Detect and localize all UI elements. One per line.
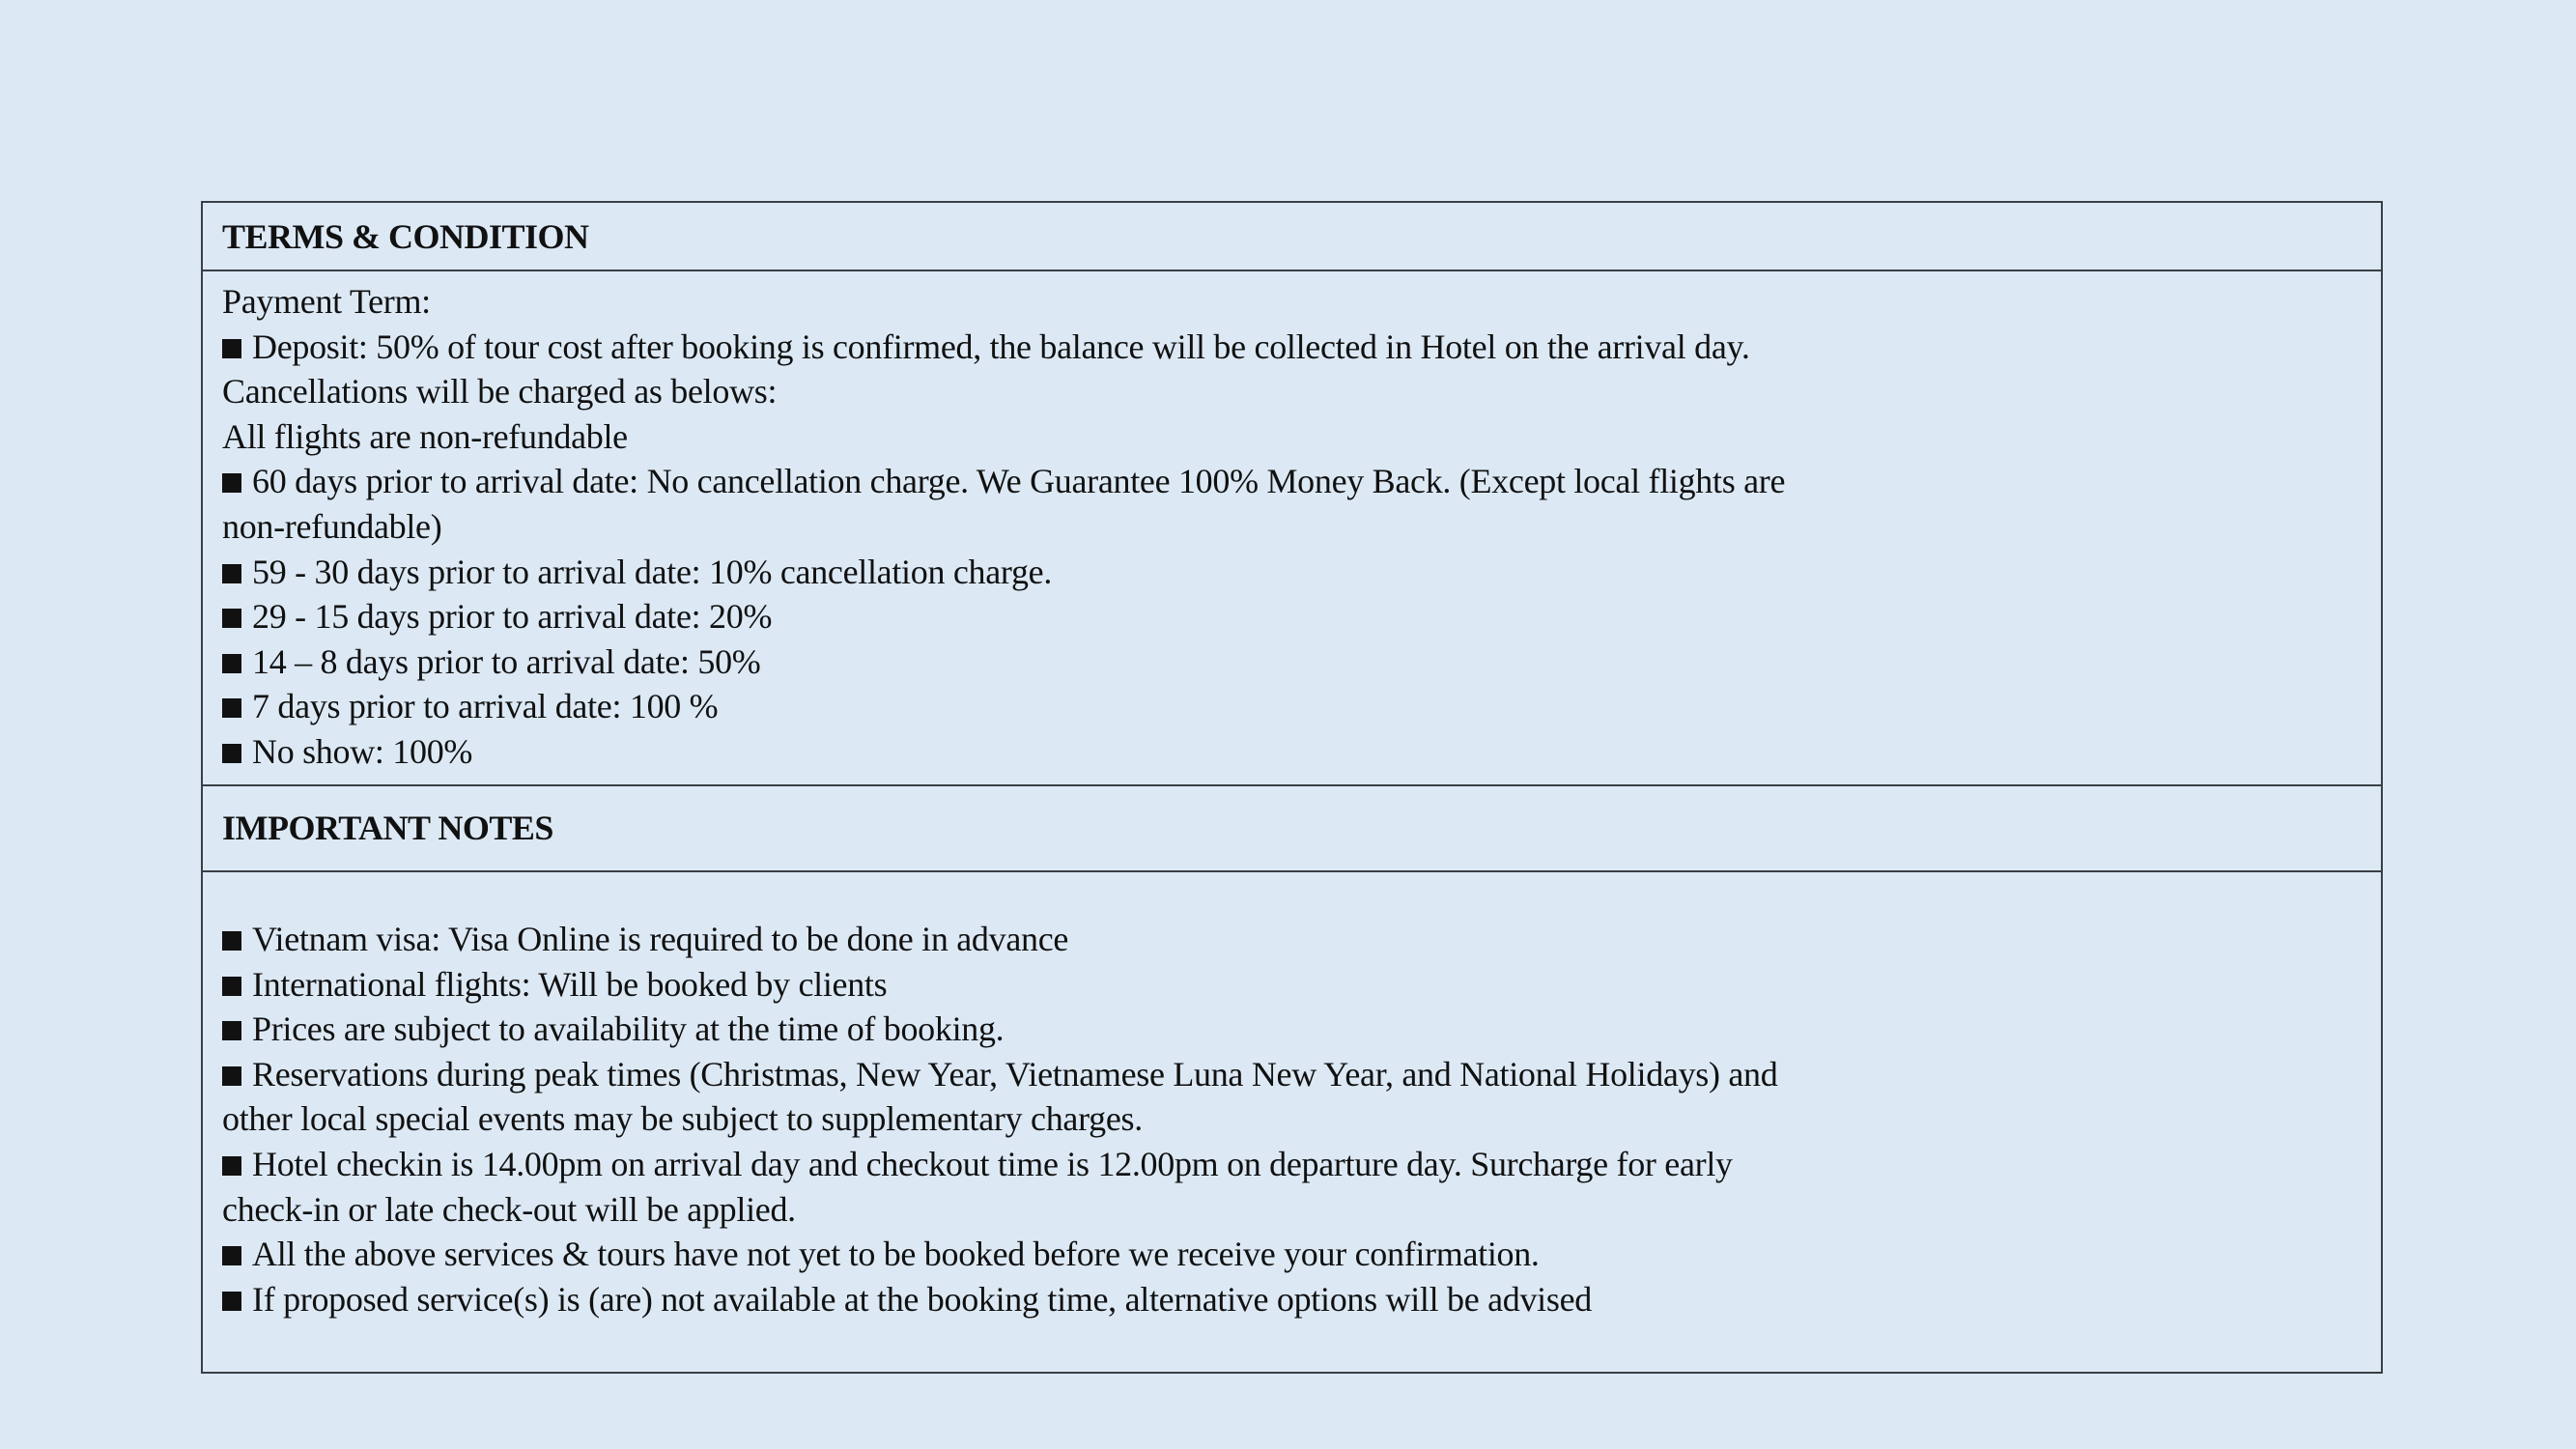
square-bullet-icon bbox=[222, 609, 241, 628]
notes-line-text: other local special events may be subject to supplementary charges. bbox=[222, 1099, 1143, 1139]
terms-line bbox=[222, 550, 2362, 595]
notes-title: IMPORTANT NOTES bbox=[222, 809, 553, 847]
terms-line-text: 7 days prior to arrival date: 100 % bbox=[252, 687, 719, 726]
notes-line bbox=[222, 1142, 2362, 1187]
terms-line bbox=[222, 639, 2362, 685]
notes-line bbox=[222, 962, 2362, 1008]
notes-line bbox=[222, 1007, 2362, 1052]
notes-line-text: check-in or late check-out will be applied. bbox=[222, 1189, 796, 1229]
terms-line-text: Deposit: 50% of tour cost after booking is confirmed, the balance will be collected in Hotel on the arrival day. bbox=[252, 327, 1750, 366]
terms-line bbox=[222, 414, 2362, 460]
terms-line-text: 59 - 30 days prior to arrival date: 10% cancellation charge. bbox=[252, 552, 1053, 591]
terms-line bbox=[222, 369, 2362, 414]
notes-line-text: Hotel checkin is 14.00pm on arrival day and checkout time is 12.00pm on departure day. Surcharge for early bbox=[252, 1144, 1733, 1183]
terms-line-text: All flights are non-refundable bbox=[222, 416, 628, 456]
square-bullet-icon bbox=[222, 564, 241, 583]
square-bullet-icon bbox=[222, 698, 241, 718]
square-bullet-icon bbox=[222, 1292, 241, 1311]
terms-line-text: 60 days prior to arrival date: No cancellation charge. We Guarantee 100% Money Back. (Except local flights are bbox=[252, 462, 1786, 501]
square-bullet-icon bbox=[222, 473, 241, 493]
terms-line-text: Payment Term: bbox=[222, 282, 431, 321]
notes-header-row bbox=[203, 786, 2381, 872]
square-bullet-icon bbox=[222, 1066, 241, 1086]
notes-line bbox=[222, 1232, 2362, 1277]
notes-line bbox=[222, 1052, 2362, 1097]
terms-line bbox=[222, 279, 2362, 325]
notes-line bbox=[222, 1277, 2362, 1322]
terms-line bbox=[222, 594, 2362, 639]
square-bullet-icon bbox=[222, 339, 241, 358]
square-bullet-icon bbox=[222, 1246, 241, 1265]
terms-line bbox=[222, 729, 2362, 775]
square-bullet-icon bbox=[222, 1156, 241, 1176]
square-bullet-icon bbox=[222, 744, 241, 763]
terms-title: TERMS & CONDITION bbox=[222, 217, 589, 256]
terms-line bbox=[222, 684, 2362, 729]
square-bullet-icon bbox=[222, 977, 241, 996]
terms-line-text: 14 – 8 days prior to arrival date: 50% bbox=[252, 641, 761, 681]
notes-line bbox=[222, 1096, 2362, 1142]
square-bullet-icon bbox=[222, 654, 241, 673]
notes-line-text: All the above services & tours have not yet to be booked before we receive your confirmation. bbox=[252, 1235, 1540, 1274]
terms-line bbox=[222, 459, 2362, 504]
notes-line-text: Reservations during peak times (Christmas, New Year, Vietnamese Luna New Year, and National Holidays) and bbox=[252, 1054, 1778, 1094]
square-bullet-icon bbox=[222, 1021, 241, 1040]
terms-line-text: No show: 100% bbox=[252, 731, 473, 771]
notes-line-text: If proposed service(s) is (are) not available at the booking time, alternative options will be advised bbox=[252, 1279, 1592, 1319]
terms-line-text: 29 - 15 days prior to arrival date: 20% bbox=[252, 597, 773, 637]
notes-line-text: International flights: Will be booked by clients bbox=[252, 964, 888, 1004]
square-bullet-icon bbox=[222, 931, 241, 951]
terms-body-row bbox=[203, 271, 2381, 786]
terms-line bbox=[222, 504, 2362, 550]
notes-line bbox=[222, 1187, 2362, 1233]
notes-body-row bbox=[203, 872, 2381, 1374]
terms-header-row bbox=[203, 203, 2381, 271]
notes-line-text: Prices are subject to availability at the time of booking. bbox=[252, 1009, 1005, 1049]
terms-notes-table bbox=[201, 201, 2383, 1374]
terms-line-text: Cancellations will be charged as belows: bbox=[222, 372, 778, 412]
terms-lines bbox=[222, 279, 2362, 775]
notes-line-text: Vietnam visa: Visa Online is required to be done in advance bbox=[252, 920, 1069, 958]
terms-line bbox=[222, 325, 2362, 370]
notes-line bbox=[222, 917, 2362, 962]
terms-line-text: non-refundable) bbox=[222, 506, 442, 546]
notes-lines bbox=[222, 917, 2362, 1321]
